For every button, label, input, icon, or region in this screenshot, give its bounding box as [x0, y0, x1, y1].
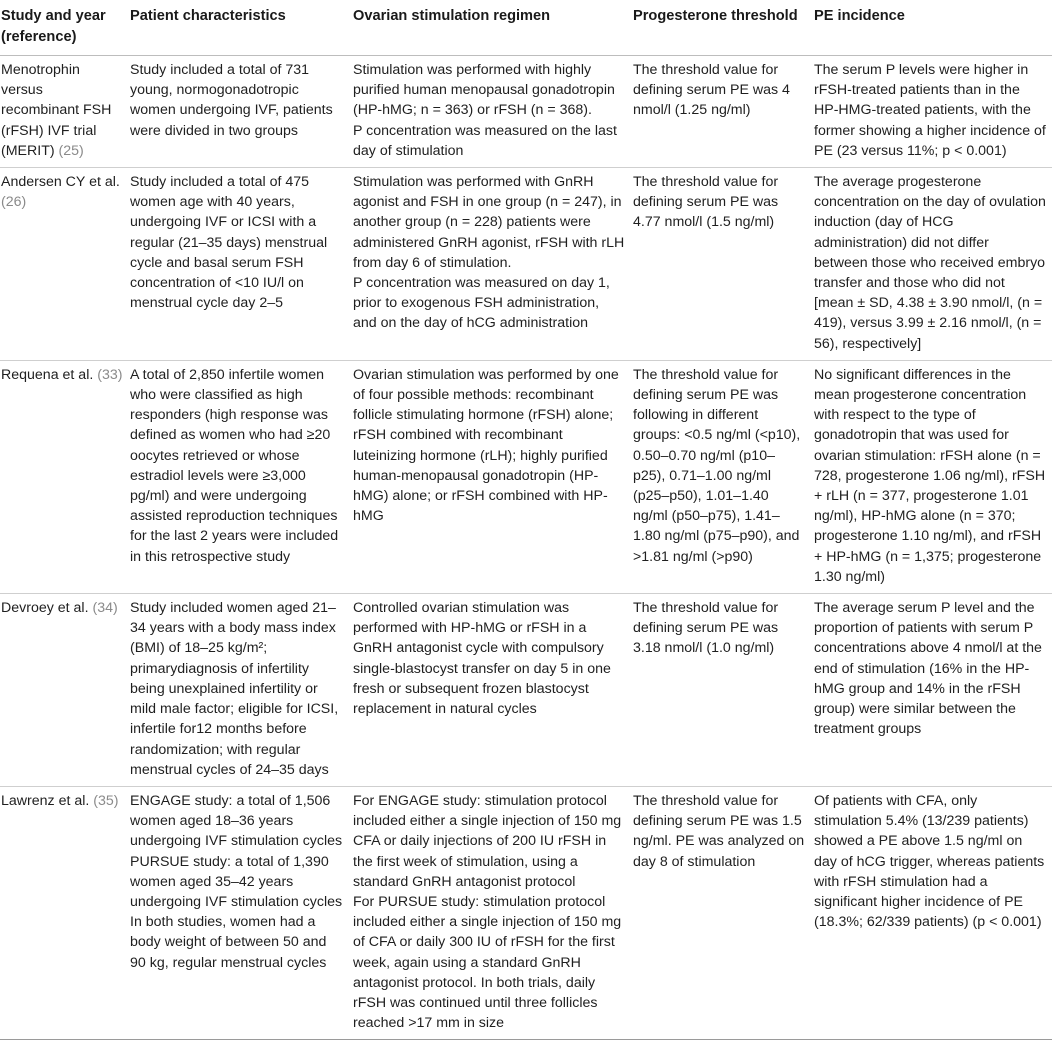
- reference-number[interactable]: (25): [58, 142, 84, 159]
- table-row: [0, 168, 1052, 361]
- table-header: [0, 0, 1052, 56]
- table-row: [0, 786, 1052, 1039]
- cell-patients: Study included a total of 475 women age with 40 years, undergoing IVF or ICSI with a regular (21–35 days) menstrual cycle and basal serum FSH concentration of <10 IU/l on menstrual cycle day 2–5: [129, 168, 352, 361]
- cell-regimen: Stimulation was performed with highly purified human menopausal gonadotropin (HP-hMG; n = 363) or rFSH (n = 368). P concentration was measured on the last day of stimulation: [352, 56, 632, 168]
- cell-threshold: The threshold value for defining serum PE was following in different groups: <0.5 ng/ml (<p10), 0.50–0.70 ng/ml (p10–p25), 0.71–1.00 ng/ml (p25–p50), 1.01–1.40 ng/ml (p50–p75), 1.41–1.80 ng/ml (p75–p90), and >1.81 ng/ml (>p90): [632, 360, 813, 593]
- header-patients: Patient characteristics: [129, 0, 352, 56]
- reference-number[interactable]: (35): [93, 792, 119, 809]
- reference-number[interactable]: (34): [92, 600, 118, 617]
- table-row: [0, 56, 1052, 168]
- cell-incidence: The serum P levels were higher in rFSH-treated patients than in the HP-HMG-treated patients, with the former showing a higher incidence of PE (23 versus 11%; p < 0.001): [813, 56, 1052, 168]
- cell-threshold: The threshold value for defining serum PE was 3.18 nmol/l (1.0 ng/ml): [632, 594, 813, 787]
- table-row: [0, 360, 1052, 593]
- cell-patients: A total of 2,850 infertile women who were classified as high responders (high response was defined as women who had ≥20 oocytes retrieved or whose estradiol levels were ≥3,000 pg/ml) and were undergoing assisted reproduction techniques for the last 2 years were included in this retrospective study: [129, 360, 352, 593]
- cell-study: Lawrenz et al. (35): [0, 786, 129, 1039]
- table-body: [0, 56, 1052, 1040]
- cell-threshold: The threshold value for defining serum PE was 4.77 nmol/l (1.5 ng/ml): [632, 168, 813, 361]
- cell-incidence: The average progesterone concentration on the day of ovulation induction (day of HCG administration) did not differ between those who received embryo transfer and those who did not [mean ± SD, 4.38 ± 3.90 nmol/l, (n = 419), versus 3.99 ± 2.16 nmol/l, (n = 56), respectively]: [813, 168, 1052, 361]
- header-row: [0, 0, 1052, 56]
- header-regimen: Ovarian stimulation regimen: [352, 0, 632, 56]
- cell-incidence: No significant differences in the mean progesterone concentration with respect to the type of gonadotropin that was used for ovarian stimulation: rFSH alone (n = 728, progesterone 1.06 ng/ml), rFSH + rLH (n = 377, progesterone 1.01 ng/ml), HP-hMG alone (n = 370; progesterone 1.10 ng/ml), and rFSH + HP-hMG (n = 1,375; progesterone 1.30 ng/ml): [813, 360, 1052, 593]
- cell-study: Requena et al. (33): [0, 360, 129, 593]
- table-row: [0, 594, 1052, 787]
- cell-threshold: The threshold value for defining serum PE was 1.5 ng/ml. PE was analyzed on day 8 of stimulation: [632, 786, 813, 1039]
- cell-study: Andersen CY et al. (26): [0, 168, 129, 361]
- cell-incidence: The average serum P level and the proportion of patients with serum P concentrations above 4 nmol/l at the end of stimulation (16% in the HP-hMG group and 14% in the rFSH group) were similar between the treatment groups: [813, 594, 1052, 787]
- reference-number[interactable]: (26): [1, 194, 27, 211]
- reference-number[interactable]: (33): [97, 366, 123, 383]
- cell-patients: Study included a total of 731 young, normogonadotropic women undergoing IVF, patients were divided in two groups: [129, 56, 352, 168]
- cell-regimen: Stimulation was performed with GnRH agonist and FSH in one group (n = 247), in another group (n = 228) patients were administered GnRH agonist, rFSH with rLH from day 6 of stimulation. P concentration was measured on day 1, prior to exogenous FSH administration, and on the day of hCG administration: [352, 168, 632, 361]
- cell-patients: ENGAGE study: a total of 1,506 women aged 18–36 years undergoing IVF stimulation cycles PURSUE study: a total of 1,390 women aged 35–42 years undergoing IVF stimulation cycles In both studies, women had a body weight of between 50 and 90 kg, regular menstrual cycles: [129, 786, 352, 1039]
- cell-regimen: For ENGAGE study: stimulation protocol included either a single injection of 150 mg CFA or daily injections of 200 IU rFSH in the first week of stimulation, using a standard GnRH antagonist protocol For PURSUE study: stimulation protocol included either a single injection of 150 mg of CFA or daily 300 IU of rFSH for the first week, again using a standard GnRH antagonist protocol. In both trials, daily rFSH was continued until three follicles reached >17 mm in size: [352, 786, 632, 1039]
- cell-study: Menotrophin versus recombinant FSH (rFSH) IVF trial (MERIT) (25): [0, 56, 129, 168]
- cell-patients: Study included women aged 21–34 years with a body mass index (BMI) of 18–25 kg/m²; primarydiagnosis of infertility being unexplained infertility or mild male factor; eligible for ICSI, infertile for12 months before randomization; with regular menstrual cycles of 24–35 days: [129, 594, 352, 787]
- cell-threshold: The threshold value for defining serum PE was 4 nmol/l (1.25 ng/ml): [632, 56, 813, 168]
- cell-regimen: Ovarian stimulation was performed by one of four possible methods: recombinant follicle stimulating hormone (rFSH) alone; rFSH combined with recombinant luteinizing hormone (rLH); highly purified human-menopausal gonadotropin (HP-hMG) alone; or rFSH combined with HP-hMG: [352, 360, 632, 593]
- cell-incidence: Of patients with CFA, only stimulation 5.4% (13/239 patients) showed a PE above 1.5 ng/ml on day of hCG trigger, whereas patients with rFSH stimulation had a significant higher incidence of PE (18.3%; 62/339 patients) (p < 0.001): [813, 786, 1052, 1039]
- cell-regimen: Controlled ovarian stimulation was performed with HP-hMG or rFSH in a GnRH antagonist cycle with compulsory single-blastocyst transfer on day 5 in one fresh or subsequent frozen blastocyst replacement in natural cycles: [352, 594, 632, 787]
- header-threshold: Progesterone threshold: [632, 0, 813, 56]
- header-incidence: PE incidence: [813, 0, 1052, 56]
- header-study: Study and year (reference): [0, 0, 129, 56]
- cell-study: Devroey et al. (34): [0, 594, 129, 787]
